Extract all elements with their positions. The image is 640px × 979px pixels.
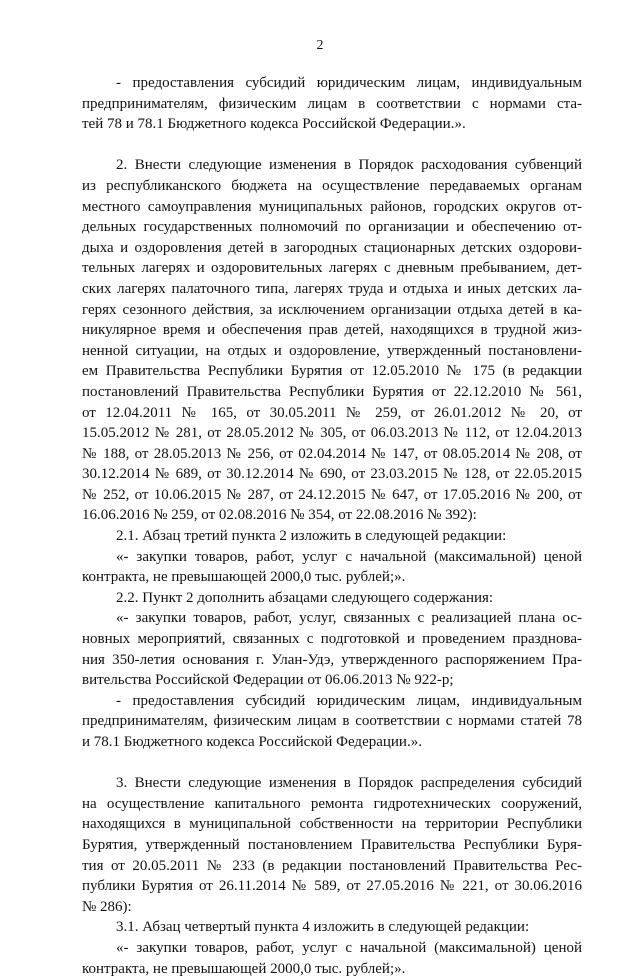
text-line: на осуществление капитального ремонта гидротехнических сооружений, [82, 795, 582, 812]
text-line: ских лагерях палаточного типа, лагерях труда и отдыха и иных детских ла- [82, 280, 582, 297]
text-line: новных мероприятий, связанных с подготовкой и проведением празднова- [82, 631, 582, 648]
text-line: «- закупки товаров, работ, услуг, связанных с реализацией плана ос- [116, 610, 582, 627]
text-line: дыха и оздоровления детей в загородных стационарных детских оздорови- [82, 239, 582, 256]
text-line: дельных государственных полномочий по организации и обеспечению от- [82, 219, 582, 236]
text-line: 2.1. Абзац третий пункта 2 изложить в следующей редакции: [116, 528, 507, 545]
text-line: вительства Российской Федерации от 06.06.2013 № 922-р; [82, 672, 454, 689]
text-line: герях сезонного действия, за исключением организации отдыха детей в ка- [82, 301, 582, 318]
text-line: никулярное время и обеспечения прав детей, находящихся в трудной жиз- [82, 322, 582, 339]
text-line: предпринимателям, физическим лицам в соответствии с нормами статей 78 [82, 713, 582, 730]
paragraph [82, 938, 582, 979]
document-body [82, 73, 582, 979]
text-line: местного самоуправления муниципальных районов, городских округов от- [82, 198, 582, 215]
text-line: 16.06.2016 № 259, от 02.08.2016 № 354, от 22.08.2016 № 392): [82, 507, 477, 524]
text-line: и 78.1 Бюджетного кодекса Российской Федерации.». [82, 734, 422, 750]
paragraph [82, 526, 582, 547]
paragraph [82, 917, 582, 938]
text-line: - предоставления субсидий юридическим лицам, индивидуальным [116, 75, 582, 91]
text-line: тей 78 и 78.1 Бюджетного кодекса Российской Федерации.». [82, 116, 466, 133]
text-line: контракта, не превышающей 2000,0 тыс. рублей;». [82, 569, 406, 586]
paragraph [82, 588, 582, 609]
text-line: ем Правительства Республики Бурятия от 12.05.2010 № 175 (в редакции [82, 363, 582, 380]
text-line: Бурятия, утвержденный постановлением Правительства Республики Буря- [82, 836, 582, 853]
text-line: из республиканского бюджета на осуществление передаваемых органам [82, 177, 582, 194]
text-line: находящихся в муниципальной собственности на территории Республики [82, 816, 582, 833]
text-line: контракта, не превышающей 2000,0 тыс. рублей;». [82, 960, 406, 977]
text-line: № 188, от 28.05.2013 № 256, от 02.04.2014 № 147, от 08.05.2014 № 208, от [82, 445, 582, 462]
paragraph-spacer [82, 753, 582, 774]
text-line: 2.2. Пункт 2 дополнить абзацами следующего содержания: [116, 589, 494, 606]
paragraph-spacer [82, 135, 582, 156]
paragraph [82, 547, 582, 588]
text-line: 3. Внести следующие изменения в Порядок распределения субсидий [116, 775, 582, 792]
text-line: от 12.04.2011 № 165, от 30.05.2011 № 259, от 26.01.2012 № 20, от [82, 404, 582, 421]
paragraph [82, 773, 582, 917]
text-line: № 252, от 10.06.2015 № 287, от 24.12.2015 № 647, от 17.05.2016 № 200, от [82, 486, 582, 503]
text-line: - предоставления субсидий юридическим лицам, индивидуальным [116, 692, 582, 709]
text-line: предпринимателям, физическим лицам в соответствии с нормами ста- [82, 95, 582, 112]
text-line: 30.12.2014 № 689, от 30.12.2014 № 690, от 23.03.2015 № 128, от 22.05.2015 [82, 466, 582, 483]
text-line: 15.05.2012 № 281, от 28.05.2012 № 305, от 06.03.2013 № 112, от 12.04.2013 [82, 425, 582, 442]
text-line: ненной ситуации, на отдых и оздоровление, утвержденный постановлени- [82, 342, 582, 359]
text-line: «- закупки товаров, работ, услуг с начальной (максимальной) ценой [116, 939, 582, 956]
paragraph [82, 691, 582, 753]
paragraph [82, 155, 582, 526]
text-line: «- закупки товаров, работ, услуг с начальной (максимальной) ценой [116, 548, 582, 565]
text-line: № 286): [82, 898, 132, 915]
paragraph [82, 73, 582, 135]
text-line: ния 350-летия основания г. Улан-Удэ, утвержденного распоряжением Пра- [82, 651, 582, 668]
text-line: 2. Внести следующие изменения в Порядок расходования субвенций [116, 157, 582, 174]
paragraph [82, 608, 582, 690]
text-line: тельных лагерях и оздоровительных лагерях с дневным пребыванием, дет- [82, 260, 582, 277]
text-line: постановлений Правительства Республики Бурятия от 22.12.2010 № 561, [82, 383, 582, 400]
text-line: тия от 20.05.2011 № 233 (в редакции постановлений Правительства Рес- [82, 857, 582, 874]
text-line: 3.1. Абзац четвертый пункта 4 изложить в следующей редакции: [116, 919, 530, 936]
page-number: 2 [316, 38, 324, 53]
text-line: публики Бурятия от 26.11.2014 № 589, от 27.05.2016 № 221, от 30.06.2016 [82, 878, 582, 895]
